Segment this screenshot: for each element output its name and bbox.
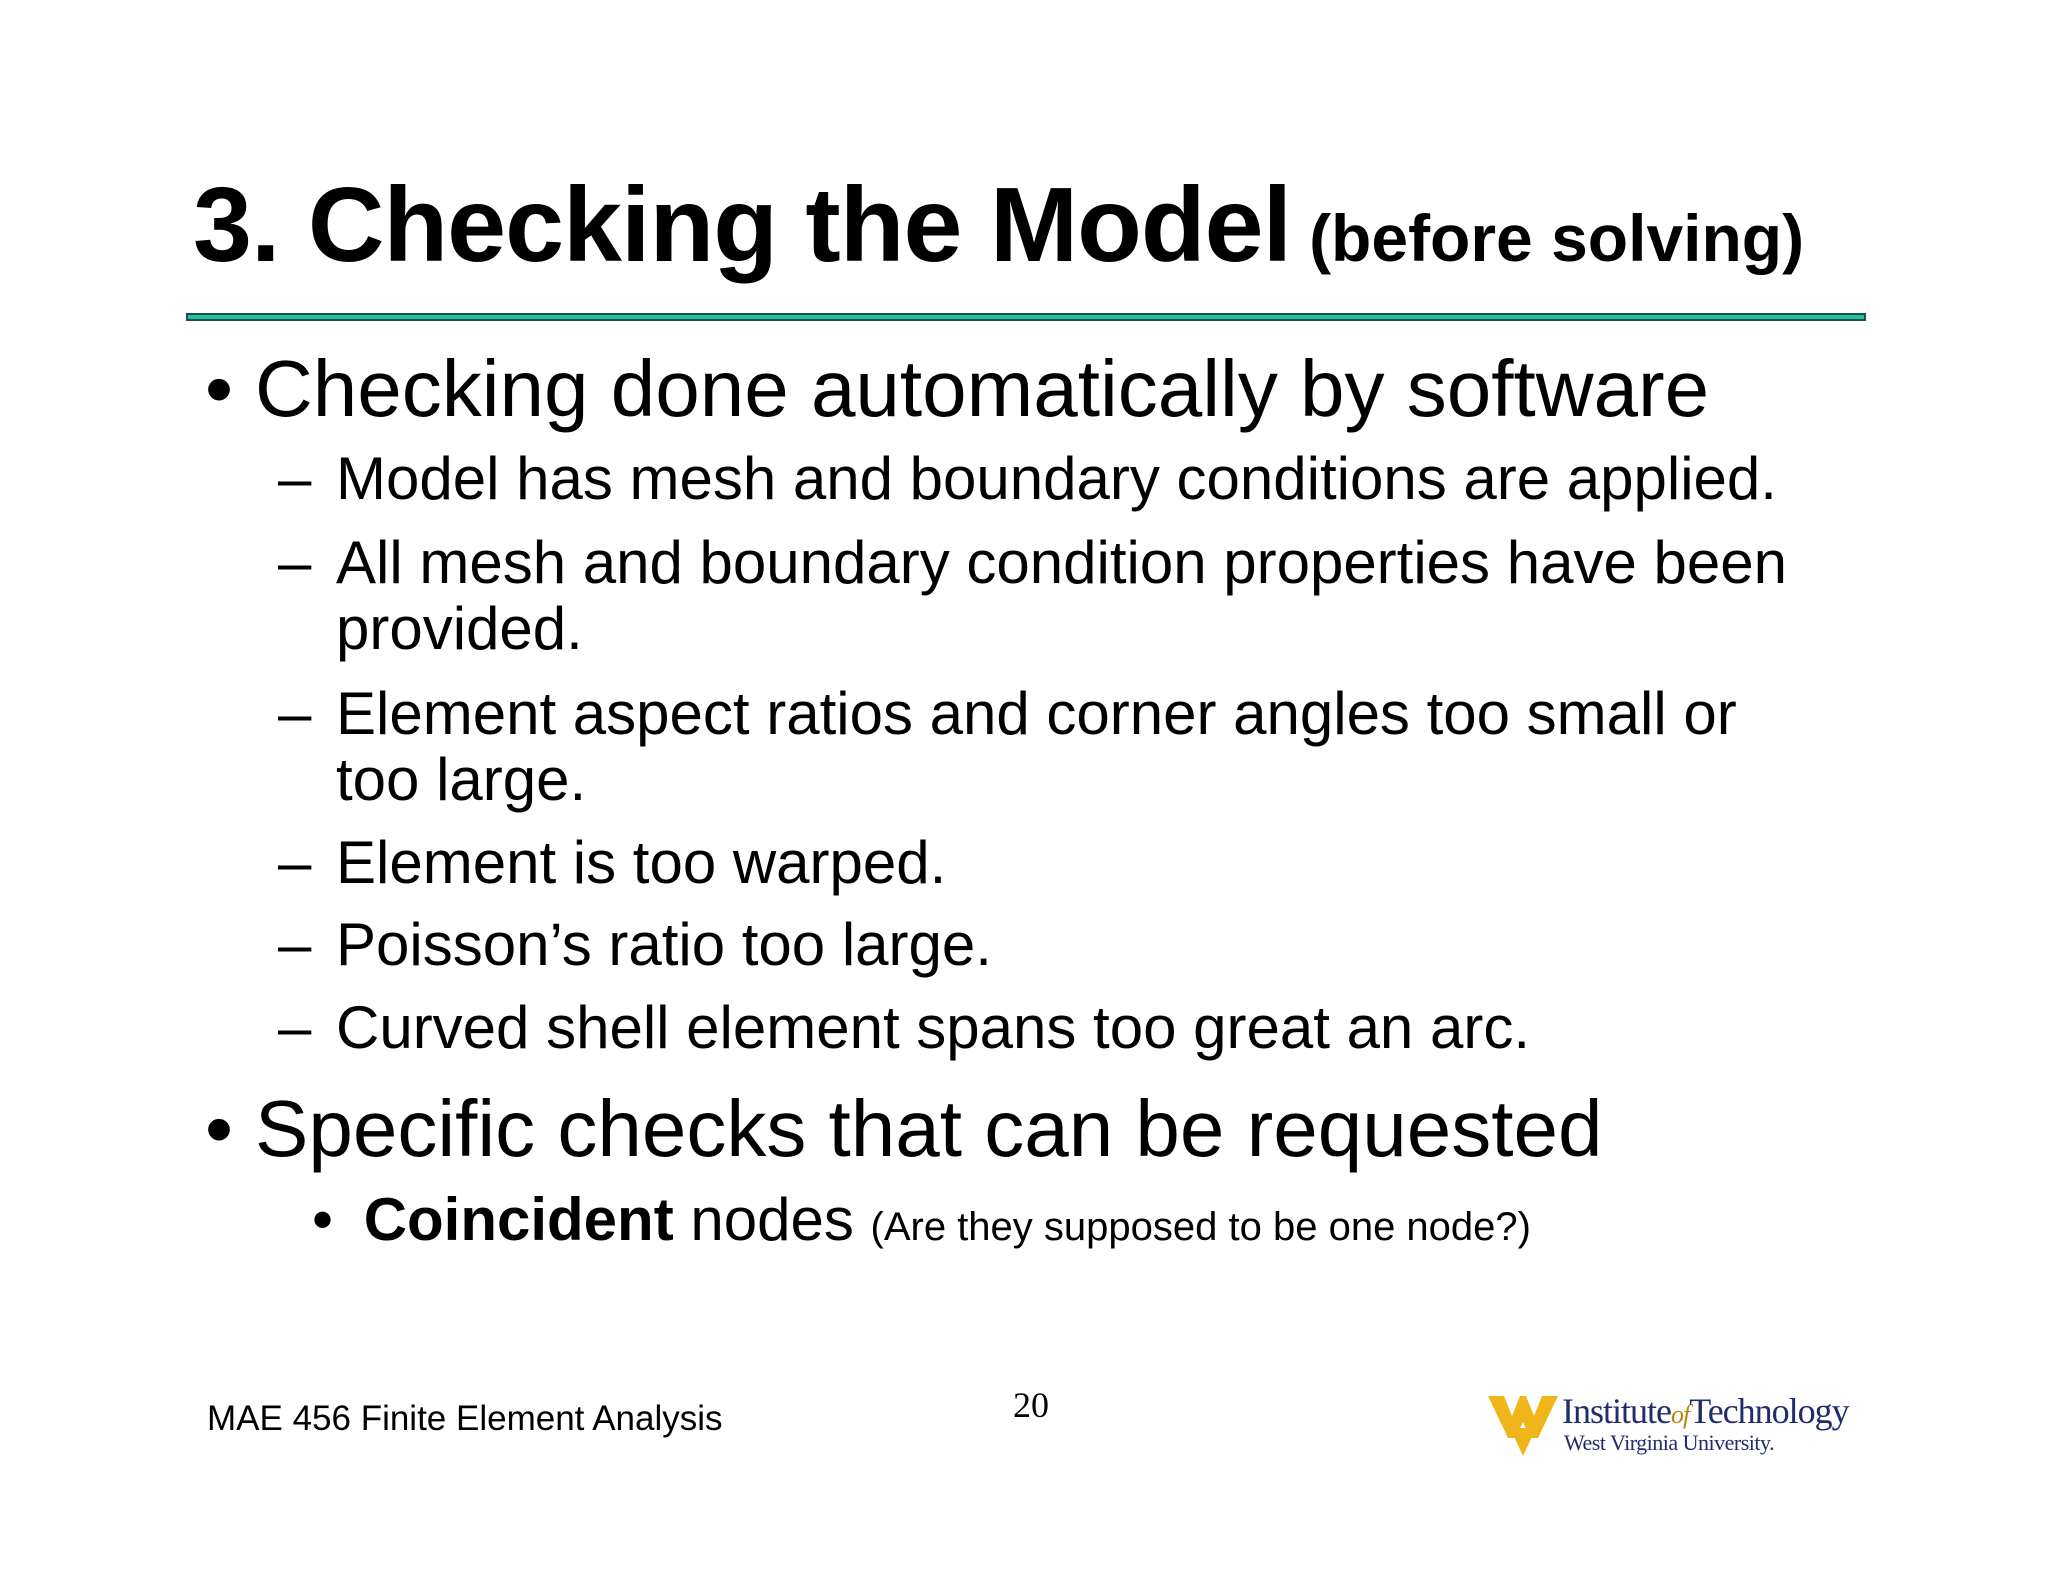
dash-icon: – <box>278 994 312 1061</box>
logo-university-name: West Virginia University. <box>1564 1430 1775 1455</box>
sub-item-text: Element is too warped. <box>336 829 947 896</box>
dash-icon: – <box>278 445 312 512</box>
sub-item-text: Poisson’s ratio too large. <box>336 911 992 978</box>
sub-sub-item-bold: Coincident <box>363 1186 674 1253</box>
small-bullet-icon: • <box>312 1186 334 1253</box>
bullet-specific-checks <box>205 1084 1603 1173</box>
sub-item-text: Element aspect ratios and corner angles too small or <box>336 680 1737 747</box>
sub-item-text-continued: provided. <box>336 595 583 662</box>
dash-icon: – <box>278 911 312 978</box>
flying-wv-icon <box>1488 1394 1558 1456</box>
bullet-text: Checking done automatically by software <box>255 344 1710 433</box>
sub-sub-item <box>312 1186 1531 1253</box>
sub-item-text-continued: too large. <box>336 746 587 813</box>
dash-icon: – <box>278 680 312 747</box>
logo-institute-word: Institute <box>1562 1391 1671 1431</box>
title-underline-rule <box>186 313 1866 321</box>
bullet-text: Specific checks that can be requested <box>255 1084 1603 1173</box>
logo-institute-name <box>1562 1390 1849 1432</box>
sub-item-text: All mesh and boundary condition properties have been <box>336 529 1787 596</box>
title-subtitle: (before solving) <box>1309 201 1805 275</box>
dash-icon: – <box>278 529 312 596</box>
bullet-dot-icon: • <box>205 1084 234 1173</box>
sub-sub-item-note: (Are they supposed to be one node?) <box>870 1205 1531 1249</box>
sub-item-text: Curved shell element spans too great an arc. <box>336 994 1530 1061</box>
title-main: 3. Checking the Model <box>193 166 1292 284</box>
page-number: 20 <box>1013 1385 1049 1425</box>
sub-sub-item-text: nodes <box>673 1186 854 1253</box>
dash-icon: – <box>278 829 312 896</box>
footer-course-name: MAE 456 Finite Element Analysis <box>207 1399 723 1438</box>
institute-logo <box>1488 1390 1868 1458</box>
logo-of-word: of <box>1670 1400 1690 1429</box>
slide-title <box>193 166 1805 284</box>
sub-item-text: Model has mesh and boundary conditions are applied. <box>336 445 1777 512</box>
bullet-dot-icon: • <box>205 344 234 433</box>
logo-technology-word: Technology <box>1689 1391 1849 1431</box>
bullet-automatic-checking <box>205 344 1710 433</box>
